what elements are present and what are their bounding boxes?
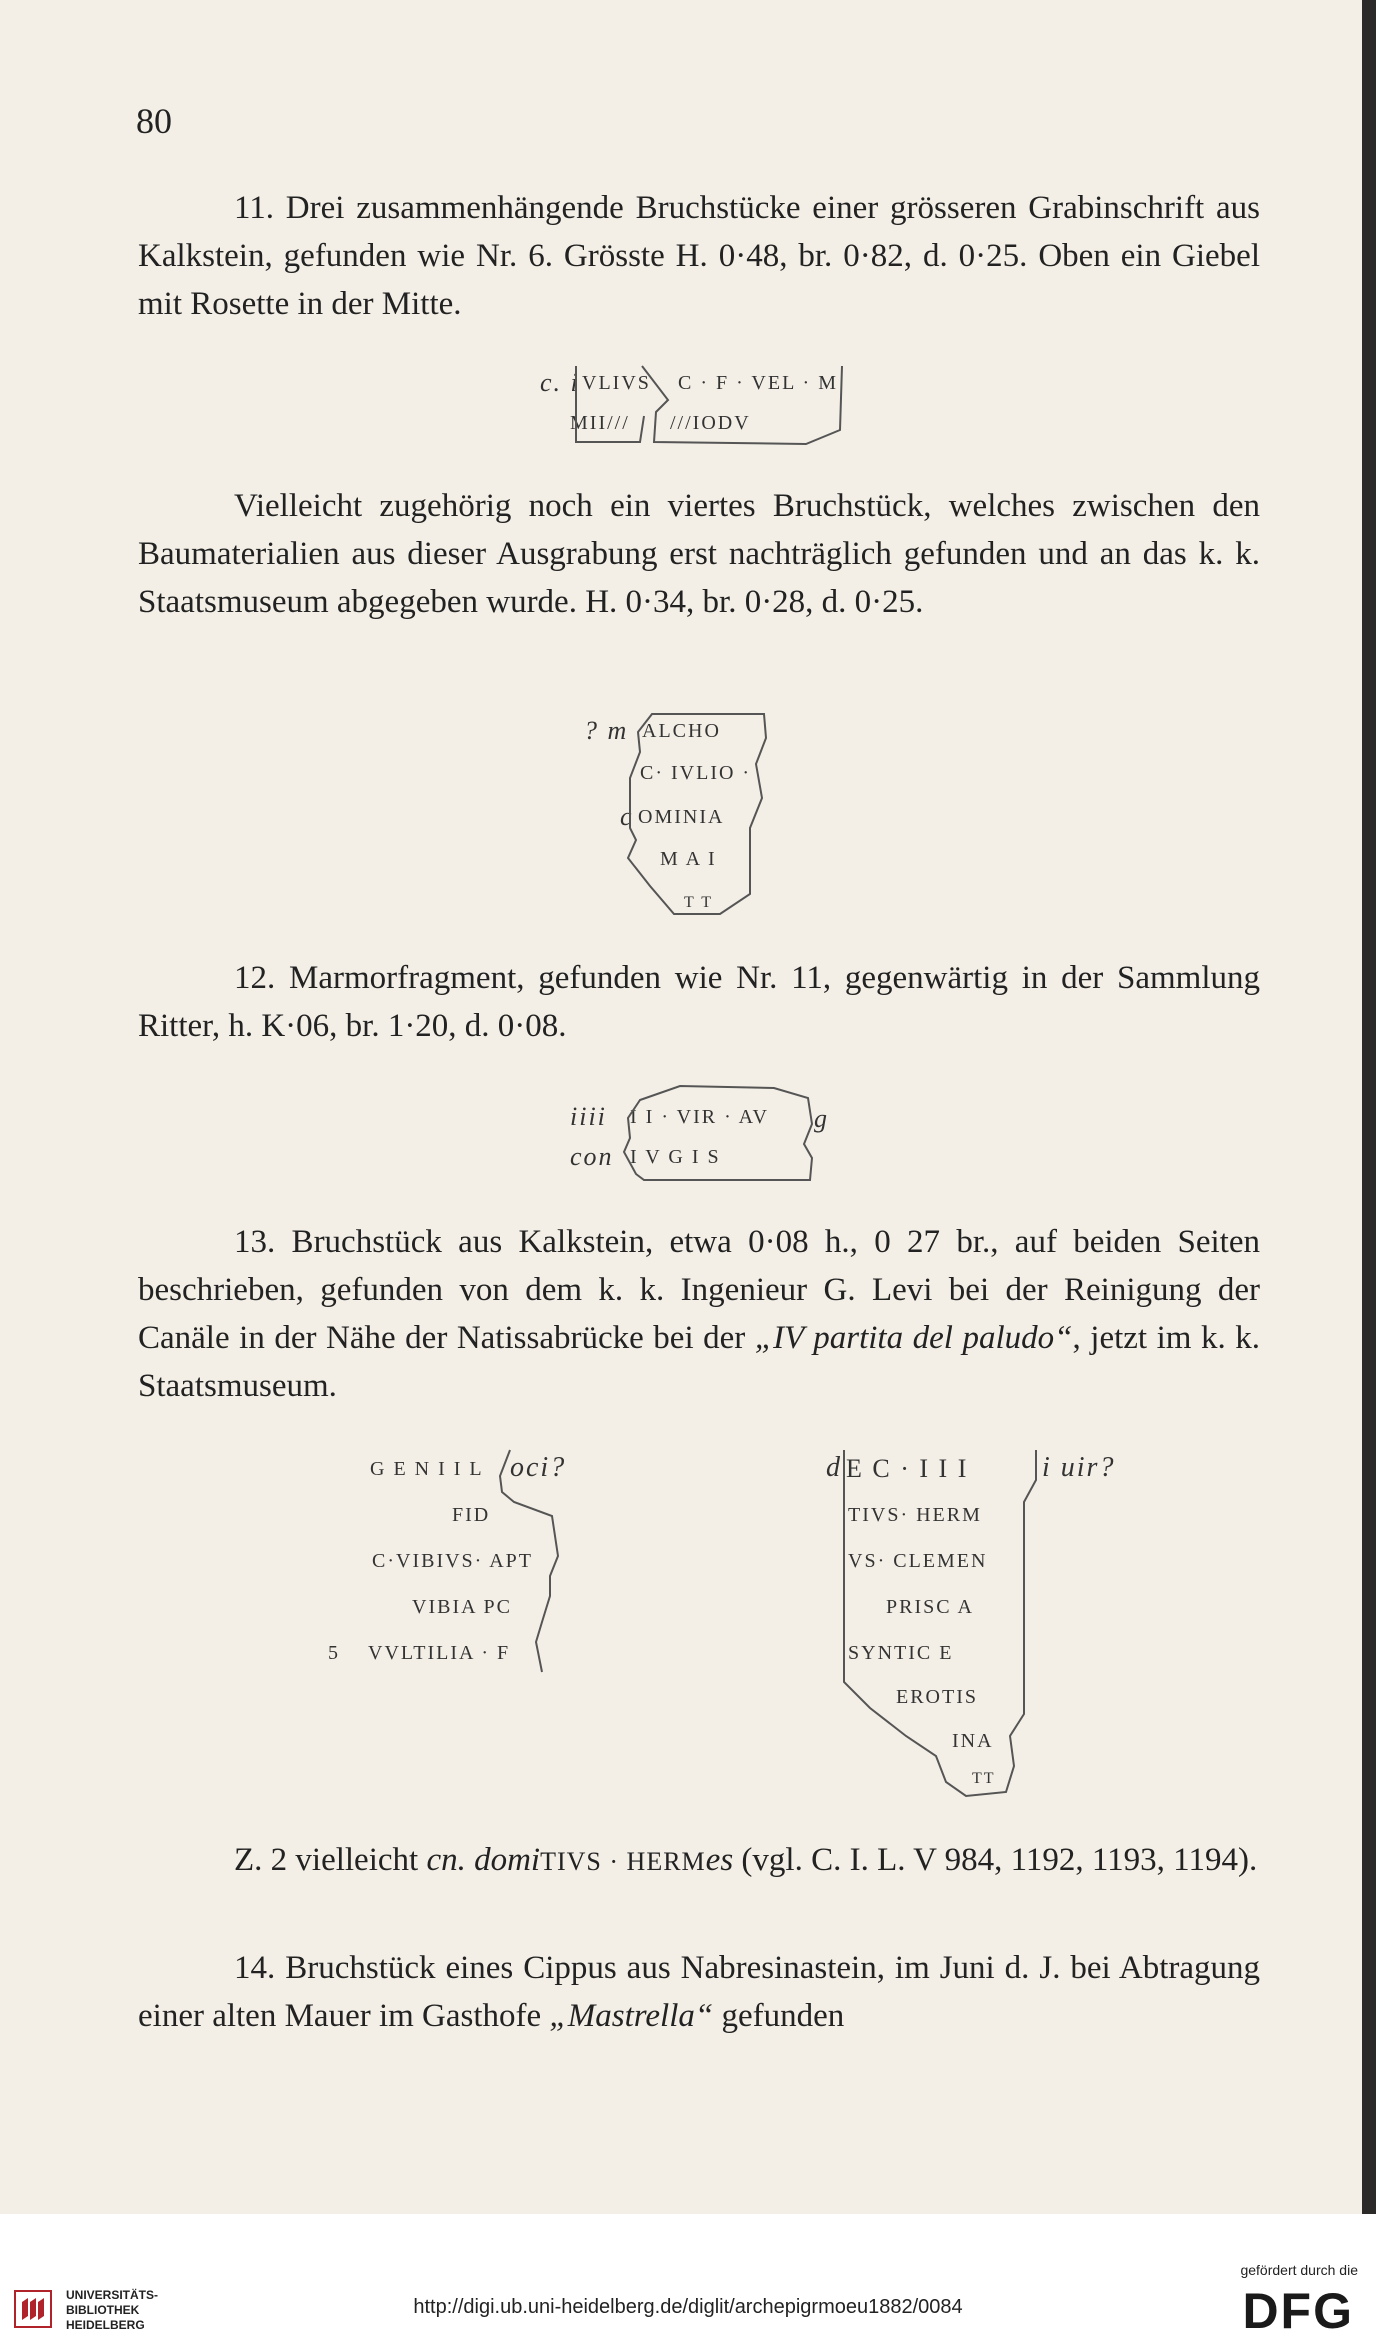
inscription-text: EROTIS bbox=[896, 1686, 978, 1708]
inscription-text: VLIVS bbox=[582, 372, 651, 394]
fragment-outline bbox=[326, 1446, 606, 1676]
note-italic: cn. domi bbox=[426, 1842, 541, 1878]
inscription-text: M A I bbox=[660, 848, 717, 870]
inscription-text: VIBIA PC bbox=[412, 1596, 512, 1618]
item-14-italic: „Mastrella“ bbox=[549, 1998, 714, 2034]
institution-line: BIBLIOTHEK bbox=[66, 2303, 140, 2317]
fragment-item-13-right bbox=[826, 1446, 1146, 1806]
paragraph-item-13 bbox=[138, 1218, 1260, 1410]
paragraph-item-14 bbox=[138, 1944, 1260, 2040]
paragraph-item-13-note bbox=[138, 1836, 1260, 1886]
inscription-item-12 bbox=[570, 1078, 850, 1188]
inscription-prefix: c bbox=[620, 802, 634, 831]
inscription-suffix: i uir? bbox=[1042, 1452, 1116, 1483]
fragment-outline bbox=[540, 360, 860, 450]
note-text: (vgl. C. I. L. V 984, 1192, 1193, 1194). bbox=[733, 1842, 1258, 1878]
permalink-url[interactable]: http://digi.ub.uni-heidelberg.de/diglit/archepigrmoeu1882/0084 bbox=[413, 2296, 963, 2318]
institution-line: HEIDELBERG bbox=[66, 2318, 145, 2332]
inscription-text: C·VIBIVS· APT bbox=[372, 1550, 534, 1572]
item-14-text: 14. Bruchstück eines Cippus aus Nabresinastein, im Juni d. J. bei Abtragung einer alten Mauer im Gasthofe bbox=[138, 1950, 1260, 2034]
fragment-item-11-fourth bbox=[580, 708, 810, 928]
inscription-text: TT bbox=[972, 1770, 996, 1787]
item-13-text: , jetzt im k. k. Staatsmuseum. bbox=[138, 1320, 1261, 1404]
item-13-italic: „IV partita del paludo“ bbox=[754, 1320, 1073, 1356]
inscription-prefix: c. i bbox=[540, 368, 580, 397]
inscription-text: I V G I S bbox=[630, 1146, 721, 1168]
inscription-prefix: iiii bbox=[570, 1102, 607, 1131]
inscription-prefix: con bbox=[570, 1142, 614, 1171]
page-number: 80 bbox=[136, 101, 172, 141]
inscription-text: OMINIA bbox=[638, 806, 725, 828]
inscription-text: I I · VIR · AV bbox=[630, 1106, 769, 1128]
inscription-item-11 bbox=[540, 360, 860, 450]
note-italic: es bbox=[705, 1842, 734, 1878]
inscription-prefix: d bbox=[826, 1452, 842, 1483]
inscription-text: G E N I I L bbox=[370, 1458, 484, 1480]
funded-by-label: gefördert durch die bbox=[1240, 2262, 1358, 2278]
inscription-prefix: ? m bbox=[584, 716, 629, 745]
item-13-text: 13. Bruchstück aus Kalkstein, etwa 0·08 h., 0 27 br., auf beiden Seiten beschrieben, gefunden von dem k. k. Ingenieur G. Levi bei der Reinigung der Canäle in der Nähe der Natissabrücke bei der bbox=[138, 1224, 1260, 1356]
inscription-suffix: g bbox=[814, 1104, 829, 1133]
inscription-text: ALCHO bbox=[642, 720, 721, 742]
dfg-logo: DFG bbox=[1242, 2283, 1354, 2339]
inscription-text: FID bbox=[452, 1504, 491, 1526]
fragment-outline bbox=[826, 1446, 1146, 1806]
fragment-outline bbox=[570, 1078, 850, 1188]
inscription-text: VS· CLEMEN bbox=[848, 1550, 988, 1572]
paragraph-item-12: 12. Marmorfragment, gefunden wie Nr. 11, gegenwärtig in der Sammlung Ritter, h. K·06, br. 1·20, d. 0·08. bbox=[138, 960, 1260, 1044]
inscription-text: E C · I I I bbox=[846, 1454, 969, 1483]
inscription-text: VVLTILIA · F bbox=[368, 1642, 511, 1664]
inscription-text: C· IVLIO · bbox=[640, 762, 752, 784]
inscription-suffix: oci? bbox=[510, 1452, 567, 1483]
paragraph-item-11: 11. Drei zusammenhängende Bruchstücke einer grösseren Grabinschrift aus Kalkstein, gefunden wie Nr. 6. Grösste H. 0·48, br. 0·82, d. 0·25. Oben ein Giebel mit Rosette in der Mitte. bbox=[138, 190, 1260, 322]
fragment-item-13-left bbox=[326, 1446, 606, 1676]
inscription-text: T T bbox=[684, 894, 713, 911]
inscription-text: PRISC A bbox=[886, 1596, 974, 1618]
inscription-text: ///IODV bbox=[670, 412, 751, 434]
note-smallcaps: TIVS · HERM bbox=[540, 1847, 706, 1876]
paragraph-item-11-followup: Vielleicht zugehörig noch ein viertes Bruchstück, welches zwischen den Baumaterialien aus dieser Ausgrabung erst nachträglich gefunden und an das k. k. Staatsmuseum abgegeben wurde. H. 0·34, br. 0·28, d. 0·25. bbox=[138, 488, 1260, 620]
inscription-line-number: 5 bbox=[328, 1642, 340, 1664]
inscription-text: MII/// bbox=[570, 412, 630, 434]
viewer-footer bbox=[0, 2214, 1376, 2339]
inscription-text: TIVS· HERM bbox=[848, 1504, 982, 1526]
note-text: Z. 2 vielleicht bbox=[234, 1842, 427, 1878]
item-14-text: gefunden bbox=[713, 1998, 845, 2034]
fragment-outline bbox=[580, 708, 810, 928]
inscription-text: INA bbox=[952, 1730, 994, 1752]
institution-line: UNIVERSITÄTS- bbox=[66, 2288, 159, 2302]
inscription-text: SYNTIC E bbox=[848, 1642, 954, 1664]
inscription-text: C · F · VEL · M bbox=[678, 372, 838, 394]
